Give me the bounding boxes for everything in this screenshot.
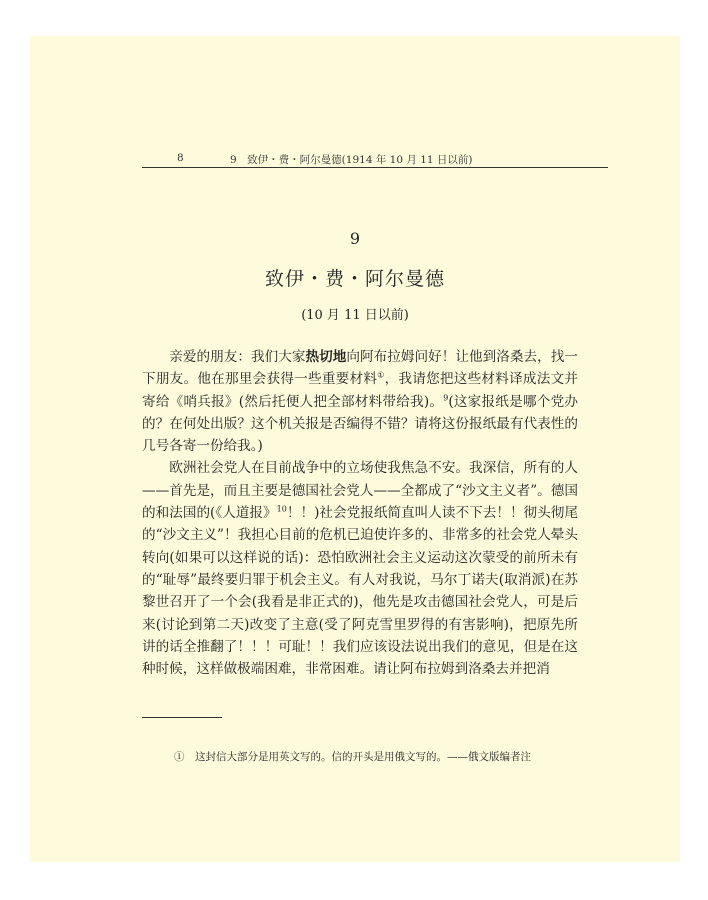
letter-body — [142, 346, 578, 680]
footnote: ① 这封信大部分是用英文写的。信的开头是用俄文写的。——俄文版编者注 — [174, 751, 531, 763]
p2-text-a: 欧洲社会党人在目前战争中的立场使我焦急不安。我深信，所有的人——首先是，而且主要是德国社会党人——全都成了“沙文主义者”。德国的和法国的(《人道报》 — [142, 460, 578, 522]
footnote-marker[interactable]: ① — [377, 370, 385, 380]
running-header — [142, 150, 608, 168]
p1-text-a: 亲爱的朋友：我们大家 — [169, 349, 306, 365]
endnote-marker-9[interactable]: 9 — [443, 393, 449, 403]
running-title: 9 致伊・费・阿尔曼德(1914 年 10 月 11 日以前) — [230, 154, 473, 166]
footnote-rule — [142, 717, 222, 718]
page-number: 8 — [177, 152, 184, 164]
paragraph-2 — [142, 457, 578, 680]
endnote-marker-10[interactable]: 10 — [276, 504, 287, 514]
chapter-title: 致伊・费・阿尔曼德 — [264, 268, 445, 290]
p1-text-d: (这家报纸是哪个党办的？在何处出版？这个机关报是否编得不错？请将这份报纸最有代表性的几号各寄一份给我。) — [142, 393, 578, 455]
paragraph-1 — [142, 346, 578, 457]
header-rule — [142, 167, 608, 168]
p2-text-b: ！！)社会党报纸简直叫人读不下去！！彻头彻尾的“沙文主义”！我担心目前的危机已迫使许多的、非常多的社会党人晕头转向(如果可以这样说的话)：恐怕欧洲社会主义运动这次蒙受的前所未有的“耻辱”最终要归罪于机会主义。有人对我说，马尔丁诺夫(取消派)在苏黎世召开了一个会(我看是非正式的)，他先是攻击德国社会党人，可是后来(讨论到第二天)改变了主意(受了阿克雪里罗得的有害影响)，把原先所讲的话全推翻了！！！可耻！！我们应该设法说出我们的意见，但是在这种时候，这样做极端困难，非常困难。请让阿布拉姆到洛桑去并把消 — [142, 505, 578, 678]
chapter-number: 9 — [349, 229, 361, 248]
p1-text-c: ，我请您把这些材料译成法文并寄给《哨兵报》(然后托便人把全部材料带给我)。 — [142, 371, 579, 410]
book-page — [30, 36, 680, 862]
p1-bold-text: 热切地 — [305, 349, 347, 365]
p1-text-b: 向阿布拉姆问好！让他到洛桑去，找一下朋友。他在那里会获得一些重要材料 — [142, 349, 579, 388]
chapter-date: (10 月 11 日以前) — [301, 308, 409, 323]
